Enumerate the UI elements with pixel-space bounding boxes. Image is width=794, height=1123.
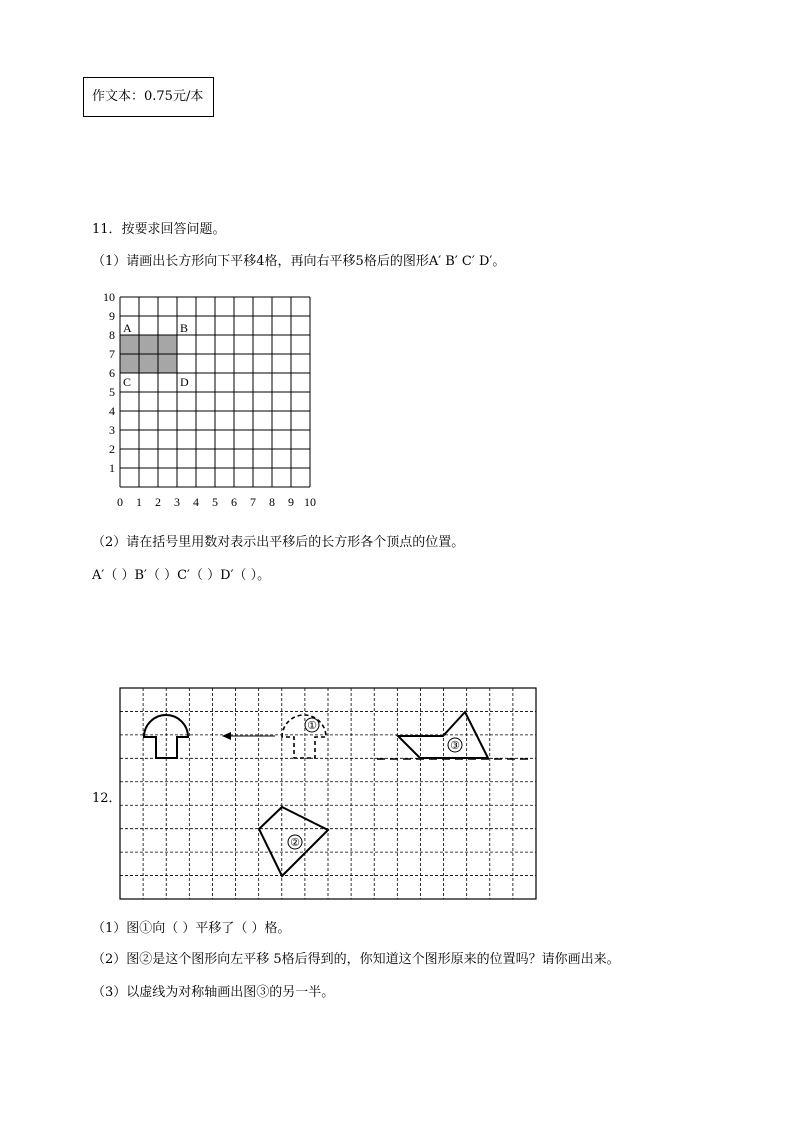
price-text: 作文本：0.75元/本	[92, 89, 204, 104]
x-tick-label: 9	[288, 495, 294, 509]
q11-part2: （2）请在括号里用数对表示出平移后的长方形各个顶点的位置。	[92, 535, 465, 550]
figure3-label: ③	[450, 740, 460, 752]
shaded-rectangle	[120, 335, 177, 373]
x-tick-label: 7	[250, 495, 256, 509]
y-tick-label: 2	[109, 442, 115, 456]
y-tick-label: 7	[109, 347, 115, 361]
y-tick-label: 8	[109, 328, 115, 342]
grid-border	[120, 688, 536, 899]
arrow-head-icon	[222, 732, 231, 740]
y-tick-label: 1	[109, 461, 115, 475]
x-tick-label: 6	[231, 495, 237, 509]
x-tick-label: 1	[136, 495, 142, 509]
q12-part2: （2）图②是这个图形向左平移 5格后得到的，你知道这个图形原来的位置吗？请你画出来。	[92, 952, 620, 967]
x-tick-label: 3	[174, 495, 180, 509]
figure1-label: ①	[307, 720, 317, 732]
vertex-label: A	[123, 321, 132, 335]
x-tick-label: 8	[269, 495, 275, 509]
figure2-shape	[259, 807, 328, 876]
x-tick-label: 4	[193, 495, 199, 509]
y-tick-label: 6	[109, 366, 115, 380]
vertex-label: D	[180, 375, 189, 389]
vertex-label: B	[180, 321, 189, 335]
q12-part1: （1）图①向（ ）平移了（ ）格。	[92, 921, 291, 936]
figure2-label: ②	[290, 837, 300, 849]
figure2-circle	[288, 835, 302, 849]
y-tick-label: 3	[109, 423, 115, 437]
figure1-shape	[144, 715, 188, 758]
figure3-shape	[398, 712, 488, 758]
q11-part1: （1）请画出长方形向下平移4格，再向右平移5格后的图形A′ B′ C′ D′。	[92, 254, 506, 269]
figure1-circle	[305, 718, 319, 732]
x-tick-label: 0	[117, 495, 123, 509]
y-tick-label: 5	[109, 385, 115, 399]
vertex-label: C	[123, 375, 132, 389]
q12-part3: （3）以虚线为对称轴画出图③的另一半。	[92, 985, 335, 1000]
price-box	[83, 77, 214, 117]
y-tick-label: 4	[109, 404, 115, 418]
x-tick-label: 5	[212, 495, 218, 509]
y-tick-label: 9	[109, 309, 115, 323]
x-tick-label: 10	[304, 495, 316, 509]
q12-number: 12．	[92, 791, 122, 806]
q11-answer-line: A′（ ）B′（ ）C′（ ）D′（ ）。	[92, 568, 271, 583]
q11-title: 11．按要求回答问题。	[92, 222, 226, 237]
figure1-dashed-shape	[282, 715, 326, 758]
y-tick-label: 10	[103, 290, 115, 304]
figure3-circle	[448, 738, 462, 752]
x-tick-label: 2	[155, 495, 161, 509]
